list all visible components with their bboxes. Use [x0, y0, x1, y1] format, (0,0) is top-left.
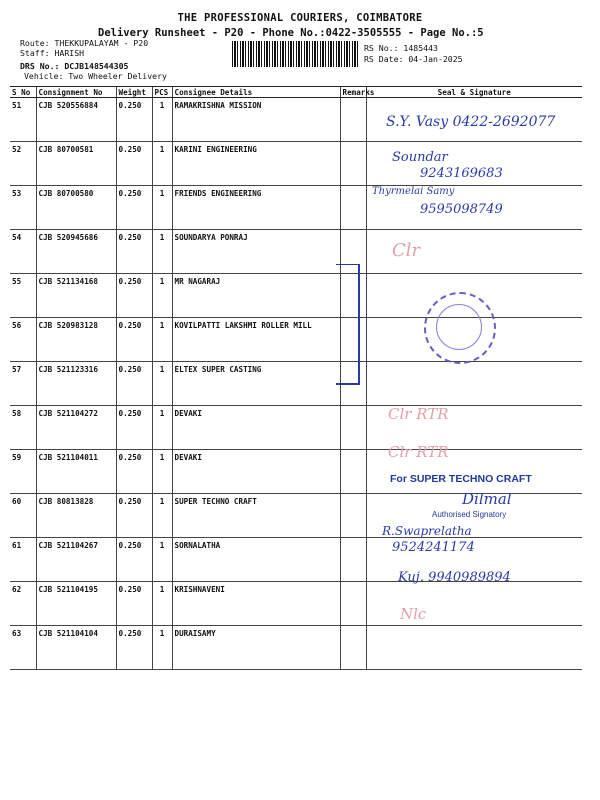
table-row — [10, 318, 582, 362]
signature-row-61-phone: 9524241174 — [392, 540, 475, 555]
cell-weight: 0.250 — [116, 538, 152, 582]
cell-pcs: 1 — [152, 450, 172, 494]
cell-weight: 0.250 — [116, 142, 152, 186]
cell-weight: 0.250 — [116, 274, 152, 318]
cell-sno: 53 — [10, 186, 36, 230]
col-weight: Weight — [116, 87, 152, 98]
cell-seal — [366, 362, 582, 406]
cell-weight: 0.250 — [116, 582, 152, 626]
cell-pcs: 1 — [152, 98, 172, 142]
super-techno-stamp: For SUPER TECHNO CRAFT — [390, 473, 532, 485]
cell-consignee: MR NAGARAJ — [172, 274, 340, 318]
round-stamp — [424, 292, 496, 364]
signature-row-60: Dilmal — [462, 490, 512, 508]
cell-sno: 57 — [10, 362, 36, 406]
cell-consignment-no: CJB 521123316 — [36, 362, 116, 406]
company-name: THE PROFESSIONAL COURIERS, COIMBATORE — [177, 12, 423, 24]
rs-number: RS No.: 1485443 — [364, 43, 438, 53]
cell-sno: 55 — [10, 274, 36, 318]
remark-row-55: Clr — [392, 240, 421, 261]
signature-row-61-name: R.Swaprelatha — [382, 524, 472, 538]
cell-consignee: KARINI ENGINEERING — [172, 142, 340, 186]
cell-consignee: ELTEX SUPER CASTING — [172, 362, 340, 406]
table-row — [10, 230, 582, 274]
cell-weight: 0.250 — [116, 230, 152, 274]
authorised-signatory: Authorised Signatory — [432, 510, 507, 519]
cell-pcs: 1 — [152, 582, 172, 626]
cell-remarks — [340, 538, 366, 582]
cell-sno: 54 — [10, 230, 36, 274]
cell-pcs: 1 — [152, 362, 172, 406]
cell-weight: 0.250 — [116, 362, 152, 406]
cell-pcs: 1 — [152, 230, 172, 274]
remark-row-63: Nlc — [400, 605, 427, 623]
cell-pcs: 1 — [152, 626, 172, 670]
cell-consignee: FRIENDS ENGINEERING — [172, 186, 340, 230]
signature-row-62: Kuj. 9940989894 — [398, 570, 511, 585]
drs-number: DRS No.: DCJB148544305 — [20, 61, 129, 71]
col-consignee: Consignee Details — [172, 87, 340, 98]
cell-consignment-no: CJB 80700581 — [36, 142, 116, 186]
cell-weight: 0.250 — [116, 406, 152, 450]
cell-remarks — [340, 450, 366, 494]
cell-sno: 58 — [10, 406, 36, 450]
table-row — [10, 362, 582, 406]
cell-pcs: 1 — [152, 274, 172, 318]
signature-row-52-phone: 9243169683 — [420, 166, 503, 181]
cell-consignment-no: CJB 520556884 — [36, 98, 116, 142]
col-seal-signature: Seal & Signature — [366, 87, 582, 98]
signature-row-53-name: Thyrmelai Samy — [372, 186, 455, 197]
cell-remarks — [340, 186, 366, 230]
remark-row-58: Clr RTR — [388, 405, 449, 423]
table-row — [10, 274, 582, 318]
cell-sno: 51 — [10, 98, 36, 142]
table-row — [10, 406, 582, 450]
cell-pcs: 1 — [152, 142, 172, 186]
cell-remarks — [340, 98, 366, 142]
cell-consignment-no: CJB 521134168 — [36, 274, 116, 318]
cell-seal — [366, 582, 582, 626]
table-row — [10, 626, 582, 670]
cell-weight: 0.250 — [116, 98, 152, 142]
signature-row-51: S.Y. Vasy 0422-2692077 — [386, 114, 556, 130]
cell-consignee: SORNALATHA — [172, 538, 340, 582]
cell-pcs: 1 — [152, 186, 172, 230]
table-row — [10, 582, 582, 626]
cell-remarks — [340, 626, 366, 670]
cell-consignment-no: CJB 521104272 — [36, 406, 116, 450]
cell-consignee: DEVAKI — [172, 450, 340, 494]
table-row — [10, 450, 582, 494]
cell-pcs: 1 — [152, 406, 172, 450]
cell-remarks — [340, 406, 366, 450]
route-info: Route: THEKKUPALAYAM - P20 — [20, 38, 149, 48]
col-consignment: Consignment No — [36, 87, 116, 98]
cell-consignee: RAMAKRISHNA MISSION — [172, 98, 340, 142]
cell-weight: 0.250 — [116, 494, 152, 538]
barcode — [232, 41, 358, 67]
cell-weight: 0.250 — [116, 626, 152, 670]
cell-consignment-no: CJB 521104195 — [36, 582, 116, 626]
cell-remarks — [340, 494, 366, 538]
cell-consignment-no: CJB 521104267 — [36, 538, 116, 582]
cell-consignment-no: CJB 520983128 — [36, 318, 116, 362]
cell-consignment-no: CJB 80700580 — [36, 186, 116, 230]
rs-date: RS Date: 04-Jan-2025 — [364, 54, 463, 64]
cell-consignment-no: CJB 521104011 — [36, 450, 116, 494]
cell-remarks — [340, 582, 366, 626]
table-header-row — [10, 87, 582, 98]
col-pcs: PCS — [152, 87, 172, 98]
remark-row-59: Clr RTR — [388, 443, 449, 461]
cell-consignee: DURAISAMY — [172, 626, 340, 670]
cell-sno: 60 — [10, 494, 36, 538]
cell-sno: 61 — [10, 538, 36, 582]
cell-consignee: SOUNDARYA PONRAJ — [172, 230, 340, 274]
cell-weight: 0.250 — [116, 186, 152, 230]
cell-consignment-no: CJB 521104104 — [36, 626, 116, 670]
cell-sno: 56 — [10, 318, 36, 362]
cell-consignee: DEVAKI — [172, 406, 340, 450]
col-remarks: Remarks — [340, 87, 366, 98]
cell-sno: 63 — [10, 626, 36, 670]
cell-consignee: SUPER TECHNO CRAFT — [172, 494, 340, 538]
cell-consignee: KOVILPATTI LAKSHMI ROLLER MILL — [172, 318, 340, 362]
cell-sno: 62 — [10, 582, 36, 626]
cell-pcs: 1 — [152, 538, 172, 582]
cell-consignee: KRISHNAVENI — [172, 582, 340, 626]
cell-sno: 59 — [10, 450, 36, 494]
handwritten-bracket — [336, 264, 360, 385]
cell-pcs: 1 — [152, 494, 172, 538]
cell-remarks — [340, 142, 366, 186]
vehicle-info: Vehicle: Two Wheeler Delivery — [24, 71, 167, 81]
cell-pcs: 1 — [152, 318, 172, 362]
runsheet-title: Delivery Runsheet - P20 - Phone No.:0422-3505555 - Page No.:5 — [98, 27, 484, 39]
signature-row-53-phone: 9595098749 — [420, 202, 503, 217]
signature-row-52-name: Soundar — [392, 150, 448, 165]
cell-consignment-no: CJB 80813828 — [36, 494, 116, 538]
cell-weight: 0.250 — [116, 318, 152, 362]
cell-seal — [366, 626, 582, 670]
cell-sno: 52 — [10, 142, 36, 186]
cell-consignment-no: CJB 520945686 — [36, 230, 116, 274]
col-sno: S No — [10, 87, 36, 98]
cell-weight: 0.250 — [116, 450, 152, 494]
staff-info: Staff: HARISH — [20, 48, 85, 58]
